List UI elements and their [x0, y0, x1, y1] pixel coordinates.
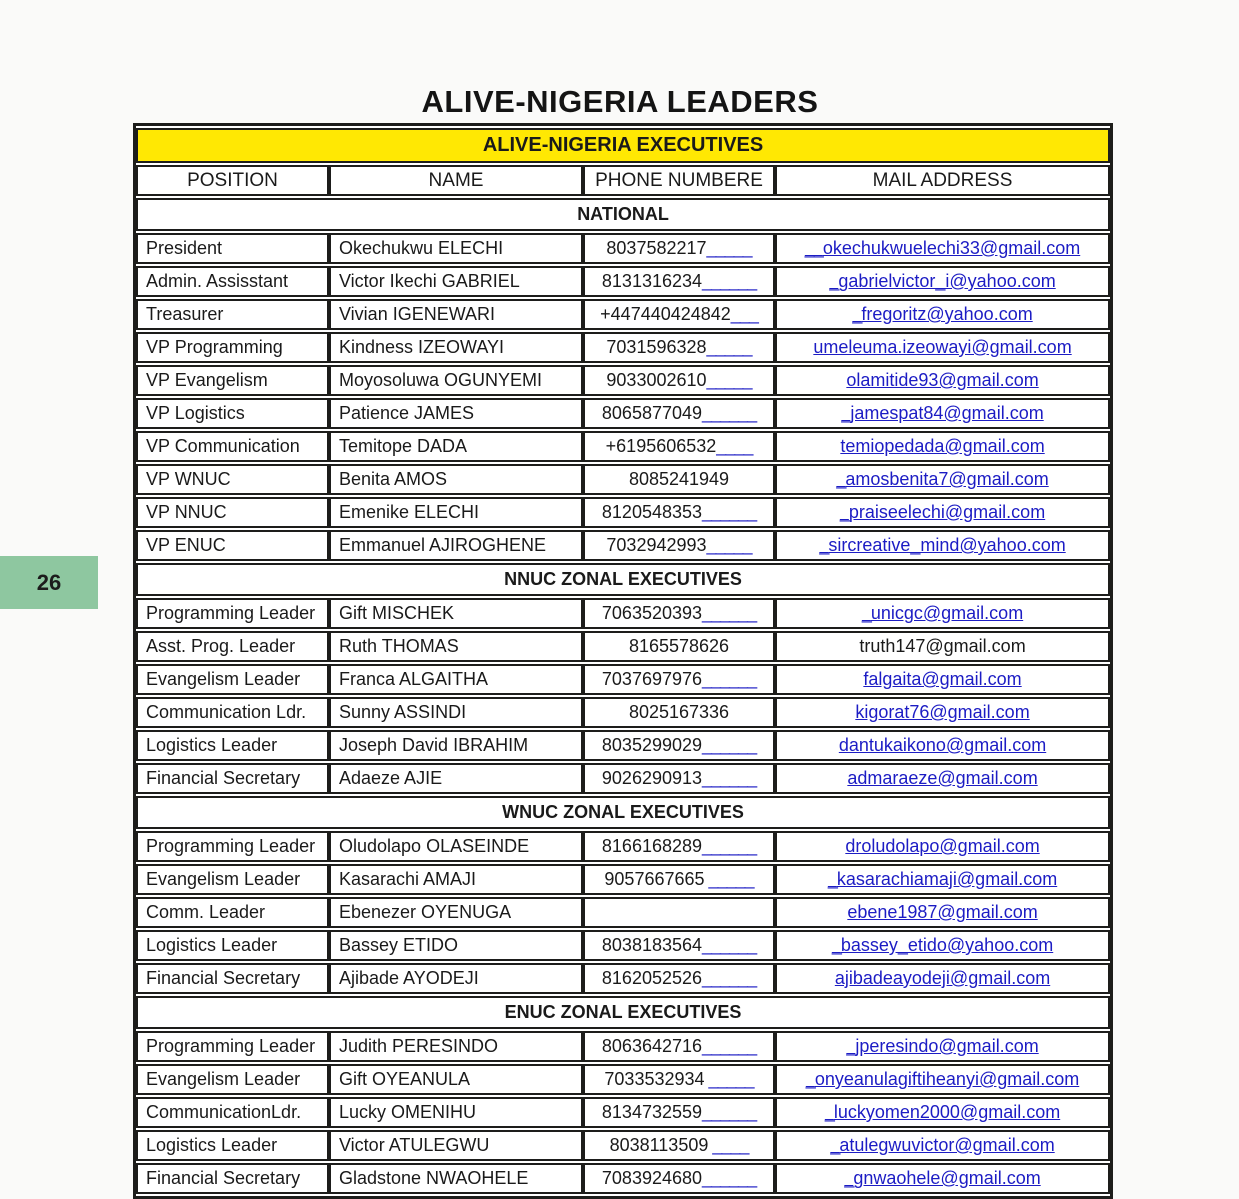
email-underline-lead: _	[861, 603, 871, 623]
email-link[interactable]	[846, 1036, 1038, 1056]
position-cell: Communication Ldr.	[136, 697, 329, 728]
name-cell: Oludolapo OLASEINDE	[329, 831, 583, 862]
name-cell: Vivian IGENEWARI	[329, 299, 583, 330]
phone-cell	[583, 831, 775, 862]
email-address: bassey_etido@yahoo.com	[840, 935, 1054, 955]
phone-cell	[583, 598, 775, 629]
table-row	[136, 831, 1110, 862]
phone-number: 9033002610	[606, 370, 707, 390]
phone-underline: _____	[706, 238, 752, 258]
table-row	[136, 730, 1110, 761]
position-cell: Admin. Assisstant	[136, 266, 329, 297]
name-cell: Gift OYEANULA	[329, 1064, 583, 1095]
email-link[interactable]	[828, 869, 1057, 889]
section-header-row	[136, 796, 1110, 829]
phone-cell	[583, 497, 775, 528]
email-link[interactable]	[862, 603, 1023, 623]
phone-cell	[583, 930, 775, 961]
email-address: truth147@gmail.com	[859, 636, 1026, 656]
email-cell	[775, 864, 1110, 895]
phone-cell	[583, 897, 775, 928]
position-cell: Programming Leader	[136, 598, 329, 629]
email-underline-lead: __	[804, 238, 823, 258]
email-link[interactable]	[863, 669, 1021, 689]
phone-number: 9057667665	[604, 869, 705, 889]
name-cell: Bassey ETIDO	[329, 930, 583, 961]
phone-number: 7083924680	[601, 1168, 703, 1188]
phone-underline: _____	[704, 1069, 754, 1089]
email-link[interactable]	[839, 735, 1046, 755]
table-title-band: ALIVE-NIGERIA EXECUTIVES	[136, 128, 1110, 163]
email-address: sircreative_mind@yahoo.com	[828, 535, 1066, 555]
table-row	[136, 1031, 1110, 1062]
email-cell	[775, 831, 1110, 862]
email-underline-lead: _	[824, 1102, 834, 1122]
email-address: praiseelechi@gmail.com	[848, 502, 1046, 522]
email-cell	[775, 266, 1110, 297]
table-row	[136, 1064, 1110, 1095]
section-header: ENUC ZONAL EXECUTIVES	[136, 996, 1110, 1029]
name-cell: Kasarachi AMAJI	[329, 864, 583, 895]
phone-number: 8165578626	[628, 636, 730, 656]
email-cell	[775, 730, 1110, 761]
phone-underline: ___	[730, 304, 758, 324]
name-cell: Ruth THOMAS	[329, 631, 583, 662]
page-title: ALIVE-NIGERIA LEADERS	[421, 84, 819, 119]
email-address: kasarachiamaji@gmail.com	[836, 869, 1058, 889]
phone-cell	[583, 530, 775, 561]
table-row	[136, 431, 1110, 462]
phone-number: 8162052526	[601, 968, 703, 988]
email-cell	[775, 1130, 1110, 1161]
email-address: amosbenita7@gmail.com	[845, 469, 1049, 489]
phone-number: 7031596328	[606, 337, 707, 357]
email-text	[859, 636, 1025, 656]
phone-underline: ______	[702, 403, 757, 423]
email-address: luckyomen2000@gmail.com	[833, 1102, 1061, 1122]
email-address: jperesindo@gmail.com	[855, 1036, 1039, 1056]
email-underline-lead: _	[829, 271, 839, 291]
email-address: temiopedada@gmail.com	[840, 436, 1045, 456]
page-number: 26	[36, 569, 62, 595]
table-row	[136, 1097, 1110, 1128]
position-cell: Logistics Leader	[136, 730, 329, 761]
table-row	[136, 930, 1110, 961]
table-row	[136, 464, 1110, 495]
email-link[interactable]	[813, 337, 1071, 357]
email-link[interactable]	[855, 702, 1029, 722]
phone-number: 8166168289	[601, 836, 703, 856]
phone-number: 8038113509	[609, 1135, 709, 1155]
phone-cell	[583, 365, 775, 396]
email-underline-lead: _	[852, 304, 862, 324]
name-cell: Temitope DADA	[329, 431, 583, 462]
phone-underline: ______	[702, 735, 757, 755]
position-cell: VP WNUC	[136, 464, 329, 495]
email-address: gabrielvictor_i@yahoo.com	[838, 271, 1056, 291]
phone-cell	[583, 664, 775, 695]
name-cell: Okechukwu ELECHI	[329, 233, 583, 264]
email-underline-lead: _	[819, 535, 829, 555]
email-link[interactable]	[825, 1102, 1060, 1122]
email-address: unicgc@gmail.com	[870, 603, 1024, 623]
email-cell	[775, 963, 1110, 994]
email-cell	[775, 1097, 1110, 1128]
phone-underline: _____	[706, 337, 752, 357]
phone-underline: ______	[702, 603, 757, 623]
email-address: ebene1987@gmail.com	[847, 902, 1038, 922]
email-cell	[775, 233, 1110, 264]
email-link[interactable]	[847, 768, 1037, 788]
email-address: olamitide93@gmail.com	[846, 370, 1039, 390]
executives-table	[133, 123, 1113, 1199]
table-row	[136, 763, 1110, 794]
name-cell: Sunny ASSINDI	[329, 697, 583, 728]
name-cell: Victor Ikechi GABRIEL	[329, 266, 583, 297]
table-row	[136, 697, 1110, 728]
position-cell: VP Communication	[136, 431, 329, 462]
email-underline-lead: _	[830, 1135, 840, 1155]
position-cell: VP Evangelism	[136, 365, 329, 396]
table-row	[136, 497, 1110, 528]
email-cell	[775, 1064, 1110, 1095]
phone-number: 8038183564	[601, 935, 703, 955]
phone-cell	[583, 730, 775, 761]
email-address: okechukwuelechi33@gmail.com	[822, 238, 1081, 258]
phone-cell	[583, 1097, 775, 1128]
email-cell	[775, 299, 1110, 330]
phone-cell	[583, 233, 775, 264]
name-cell: Emenike ELECHI	[329, 497, 583, 528]
email-link[interactable]	[846, 370, 1038, 390]
name-cell: Gift MISCHEK	[329, 598, 583, 629]
email-link[interactable]	[830, 1135, 1054, 1155]
email-address: gnwaohele@gmail.com	[853, 1168, 1041, 1188]
email-cell	[775, 530, 1110, 561]
name-cell: Benita AMOS	[329, 464, 583, 495]
email-cell	[775, 664, 1110, 695]
email-cell	[775, 431, 1110, 462]
section-header: NNUC ZONAL EXECUTIVES	[136, 563, 1110, 596]
phone-cell	[583, 464, 775, 495]
phone-cell	[583, 864, 775, 895]
phone-cell	[583, 1031, 775, 1062]
phone-underline: ______	[702, 1102, 757, 1122]
phone-underline: ______	[702, 836, 757, 856]
table-row	[136, 598, 1110, 629]
table-row	[136, 1163, 1110, 1194]
table-row	[136, 299, 1110, 330]
position-cell: Evangelism Leader	[136, 1064, 329, 1095]
position-cell: Programming Leader	[136, 831, 329, 862]
name-cell: Judith PERESINDO	[329, 1031, 583, 1062]
phone-underline: ______	[702, 768, 757, 788]
phone-cell	[583, 697, 775, 728]
email-cell	[775, 598, 1110, 629]
email-link[interactable]	[852, 304, 1032, 324]
position-cell: Evangelism Leader	[136, 664, 329, 695]
name-cell: Ajibade AYODEJI	[329, 963, 583, 994]
phone-cell	[583, 1064, 775, 1095]
phone-number: 8120548353	[601, 502, 703, 522]
phone-underline: ______	[702, 271, 757, 291]
email-cell	[775, 365, 1110, 396]
phone-number: 7037697976	[601, 669, 703, 689]
email-underline-lead: _	[805, 1069, 815, 1089]
phone-underline: ______	[702, 1168, 757, 1188]
email-link[interactable]	[844, 1168, 1040, 1188]
email-cell	[775, 332, 1110, 363]
email-cell	[775, 897, 1110, 928]
phone-cell	[583, 431, 775, 462]
name-cell: Adaeze AJIE	[329, 763, 583, 794]
email-cell	[775, 398, 1110, 429]
email-underline-lead: _	[827, 869, 837, 889]
phone-number: 8134732559	[601, 1102, 703, 1122]
email-address: admaraeze@gmail.com	[847, 768, 1038, 788]
phone-number: 7033532934	[604, 1069, 705, 1089]
position-cell: VP ENUC	[136, 530, 329, 561]
name-cell: Gladstone NWAOHELE	[329, 1163, 583, 1194]
phone-cell	[583, 763, 775, 794]
phone-underline: _____	[706, 535, 752, 555]
email-cell	[775, 1031, 1110, 1062]
position-cell: CommunicationLdr.	[136, 1097, 329, 1128]
column-header-mail: MAIL ADDRESS	[775, 165, 1110, 196]
email-address: dantukaikono@gmail.com	[838, 735, 1047, 755]
email-address: fregoritz@yahoo.com	[861, 304, 1033, 324]
email-link[interactable]	[845, 836, 1039, 856]
phone-cell	[583, 266, 775, 297]
email-address: ajibadeayodeji@gmail.com	[834, 968, 1051, 988]
email-address: falgaita@gmail.com	[863, 669, 1022, 689]
position-cell: Logistics Leader	[136, 930, 329, 961]
name-cell: Lucky OMENIHU	[329, 1097, 583, 1128]
column-header-phone: PHONE NUMBERE	[583, 165, 775, 196]
email-link[interactable]	[840, 436, 1044, 456]
name-cell: Moyosoluwa OGUNYEMI	[329, 365, 583, 396]
phone-number: 9026290913	[601, 768, 703, 788]
phone-number: 8063642716	[601, 1036, 703, 1056]
column-header-position: POSITION	[136, 165, 329, 196]
phone-number: 7063520393	[601, 603, 703, 623]
section-header: WNUC ZONAL EXECUTIVES	[136, 796, 1110, 829]
phone-underline: ____	[716, 436, 753, 456]
email-underline-lead: _	[841, 403, 851, 423]
phone-number: 8131316234	[601, 271, 703, 291]
phone-cell	[583, 1163, 775, 1194]
email-address: droludolapo@gmail.com	[845, 836, 1040, 856]
section-header-row	[136, 996, 1110, 1029]
position-cell: Financial Secretary	[136, 1163, 329, 1194]
phone-cell	[583, 963, 775, 994]
email-link[interactable]	[805, 238, 1080, 258]
email-underline-lead: _	[846, 1036, 856, 1056]
position-cell: Programming Leader	[136, 1031, 329, 1062]
phone-number: 8035299029	[601, 735, 703, 755]
email-address: onyeanulagiftiheanyi@gmail.com	[814, 1069, 1080, 1089]
position-cell: Asst. Prog. Leader	[136, 631, 329, 662]
phone-number: 8085241949	[628, 469, 730, 489]
table-row	[136, 631, 1110, 662]
position-cell: President	[136, 233, 329, 264]
table-row	[136, 398, 1110, 429]
phone-cell	[583, 631, 775, 662]
email-link[interactable]	[840, 502, 1045, 522]
position-cell: Comm. Leader	[136, 897, 329, 928]
name-cell: Kindness IZEOWAYI	[329, 332, 583, 363]
email-link[interactable]	[835, 968, 1050, 988]
table-row	[136, 664, 1110, 695]
email-address: jamespat84@gmail.com	[850, 403, 1044, 423]
phone-underline: _____	[706, 370, 752, 390]
table-row	[136, 864, 1110, 895]
phone-cell	[583, 299, 775, 330]
phone-number: 8037582217	[606, 238, 707, 258]
phone-number: 8025167336	[628, 702, 730, 722]
email-cell	[775, 697, 1110, 728]
table-row	[136, 897, 1110, 928]
email-link[interactable]	[847, 902, 1037, 922]
position-cell: VP NNUC	[136, 497, 329, 528]
name-cell: Patience JAMES	[329, 398, 583, 429]
phone-underline: ______	[702, 1036, 757, 1056]
phone-underline: ______	[702, 968, 757, 988]
table-row	[136, 332, 1110, 363]
position-cell: Treasurer	[136, 299, 329, 330]
table-row	[136, 266, 1110, 297]
phone-number: 8065877049	[601, 403, 703, 423]
table-row	[136, 1130, 1110, 1161]
email-link[interactable]	[841, 403, 1043, 423]
email-cell	[775, 464, 1110, 495]
table-title-row	[136, 128, 1110, 163]
email-link[interactable]	[832, 935, 1053, 955]
column-header-name: NAME	[329, 165, 583, 196]
name-cell: Emmanuel AJIROGHENE	[329, 530, 583, 561]
email-underline-lead: _	[831, 935, 841, 955]
email-address: umeleuma.izeowayi@gmail.com	[813, 337, 1072, 357]
section-header-row	[136, 563, 1110, 596]
email-link[interactable]	[806, 1069, 1079, 1089]
phone-cell	[583, 1130, 775, 1161]
email-cell	[775, 631, 1110, 662]
phone-cell	[583, 398, 775, 429]
position-cell: Financial Secretary	[136, 763, 329, 794]
email-address: atulegwuvictor@gmail.com	[839, 1135, 1055, 1155]
position-cell: Evangelism Leader	[136, 864, 329, 895]
name-cell: Joseph David IBRAHIM	[329, 730, 583, 761]
name-cell: Victor ATULEGWU	[329, 1130, 583, 1161]
email-cell	[775, 763, 1110, 794]
email-underline-lead: _	[839, 502, 849, 522]
page-number-badge	[0, 556, 98, 609]
section-header: NATIONAL	[136, 198, 1110, 231]
email-link[interactable]	[829, 271, 1055, 291]
position-cell: VP Programming	[136, 332, 329, 363]
email-underline-lead: _	[836, 469, 846, 489]
email-cell	[775, 930, 1110, 961]
phone-underline: ______	[702, 502, 757, 522]
table-row	[136, 233, 1110, 264]
email-link[interactable]	[819, 535, 1065, 555]
phone-number: +447440424842	[600, 304, 731, 324]
phone-underline: _____	[704, 869, 754, 889]
phone-underline: ____	[708, 1135, 749, 1155]
name-cell: Ebenezer OYENUGA	[329, 897, 583, 928]
position-cell: Logistics Leader	[136, 1130, 329, 1161]
phone-underline: ______	[702, 669, 757, 689]
email-underline-lead: _	[844, 1168, 854, 1188]
column-header-row	[136, 165, 1110, 196]
phone-underline: ______	[702, 935, 757, 955]
email-cell	[775, 1163, 1110, 1194]
table-row	[136, 530, 1110, 561]
email-link[interactable]	[836, 469, 1048, 489]
phone-number: +6195606532	[605, 436, 717, 456]
position-cell: VP Logistics	[136, 398, 329, 429]
table-row	[136, 963, 1110, 994]
email-cell	[775, 497, 1110, 528]
table-row	[136, 365, 1110, 396]
section-header-row	[136, 198, 1110, 231]
email-address: kigorat76@gmail.com	[855, 702, 1030, 722]
name-cell: Franca ALGAITHA	[329, 664, 583, 695]
phone-number: 7032942993	[606, 535, 707, 555]
phone-cell	[583, 332, 775, 363]
position-cell: Financial Secretary	[136, 963, 329, 994]
